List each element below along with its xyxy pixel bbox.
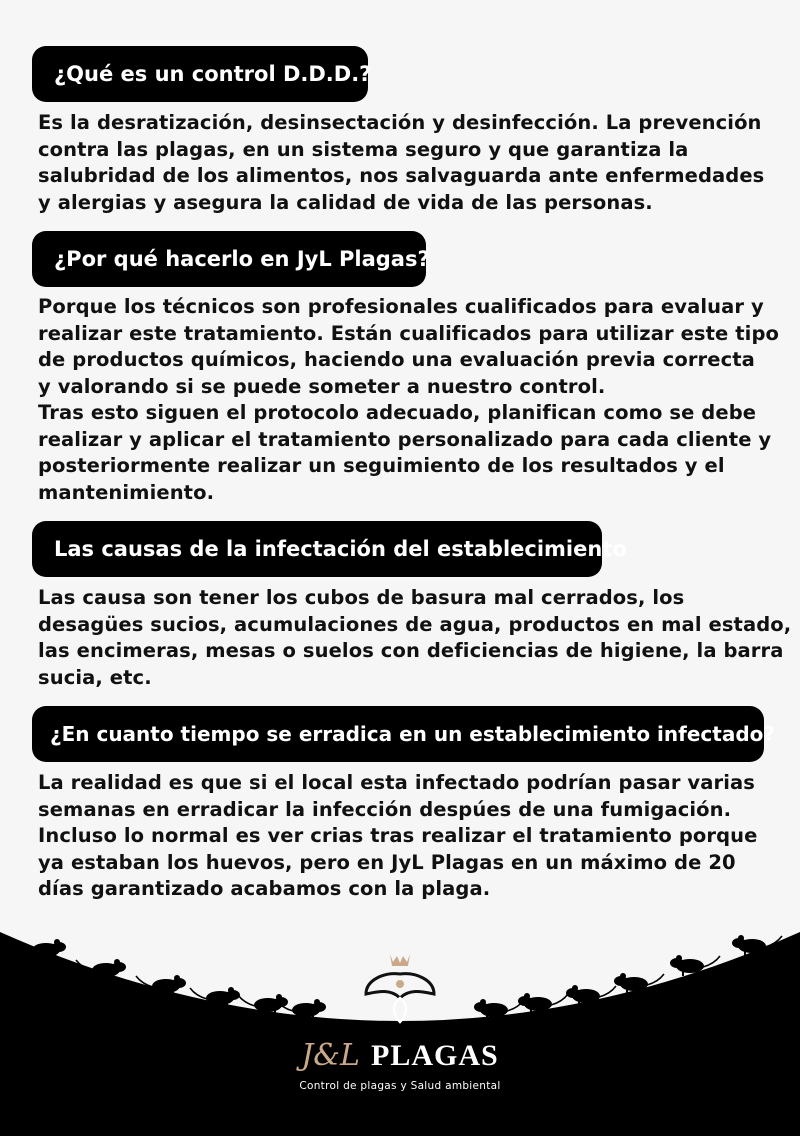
paragraph-line: y valorando si se puede someter a nuestro control. [38,374,606,398]
paragraph-line: Incluso lo normal es ver crias tras realizar el tratamiento porque [38,824,758,847]
section-heading: Las causas de la infectación del establecimiento [32,521,602,577]
paragraph-line: salubridad de los alimentos, nos salvaguarda ante enfermedades [38,164,765,187]
paragraph-line: y alergias y asegura la calidad de vida de las personas. [38,190,653,214]
paragraph-line: Porque los técnicos son profesionales cualificados para evaluar y [38,295,764,318]
paragraph-line: mantenimiento. [38,480,215,504]
footer-background [0,920,800,1136]
paragraph-line: semanas en erradicar la infección despúes de una fumigación. [38,797,732,821]
section-heading: ¿Por qué hacerlo en JyL Plagas? [32,231,426,287]
footer [0,920,800,1136]
paragraph-line: La realidad es que si el local esta infectado podrían pasar varias [38,771,755,794]
paragraph-line: posteriormente realizar un seguimiento de los resultados y el [38,454,725,477]
section-heading: ¿En cuanto tiempo se erradica en un establecimiento infectado? [32,706,764,762]
paragraph-line: días garantizado acabamos con la plaga. [38,877,491,900]
crown-leaf-emblem-icon [366,954,434,1022]
section-paragraph [38,770,778,903]
paragraph-line: las encimeras, mesas o suelos con deficiencias de higiene, la barra [38,639,784,662]
brand-monogram: J&L [301,1038,360,1073]
brand-tagline: Control de plagas y Salud ambiental [299,1080,501,1092]
section-paragraph [38,585,792,691]
section-heading: ¿Qué es un control D.D.D.? [32,46,368,102]
paragraph-line: de productos químicos, haciendo una evaluación previa correcta [38,348,755,371]
paragraph-line: realizar este tratamiento. Están cualificados para utilizar este tipo [38,321,780,345]
paragraph-line: Es la desratización, desinsectación y desinfección. La prevención [38,111,762,134]
paragraph-line: realizar y aplicar el tratamiento personalizado para cada cliente y [38,427,772,451]
paragraph-line: ya estaban los huevos, pero en JyL Plagas en un máximo de 20 [38,850,736,874]
paragraph-line: desagües sucios, acumulaciones de agua, productos en mal estado, [38,612,792,636]
paragraph-line: Las causa son tener los cubos de basura mal cerrados, los [38,586,685,609]
section-paragraph [38,110,778,216]
paragraph-line: contra las plagas, en un sistema seguro y que garantiza la [38,137,689,161]
section-paragraph [38,294,778,506]
brand-logo [0,1038,800,1073]
brand-wordmark: PLAGAS [371,1039,499,1072]
paragraph-line: Tras esto siguen el protocolo adecuado, planifican como se debe [38,401,757,424]
paragraph-line: sucia, etc. [38,665,152,689]
